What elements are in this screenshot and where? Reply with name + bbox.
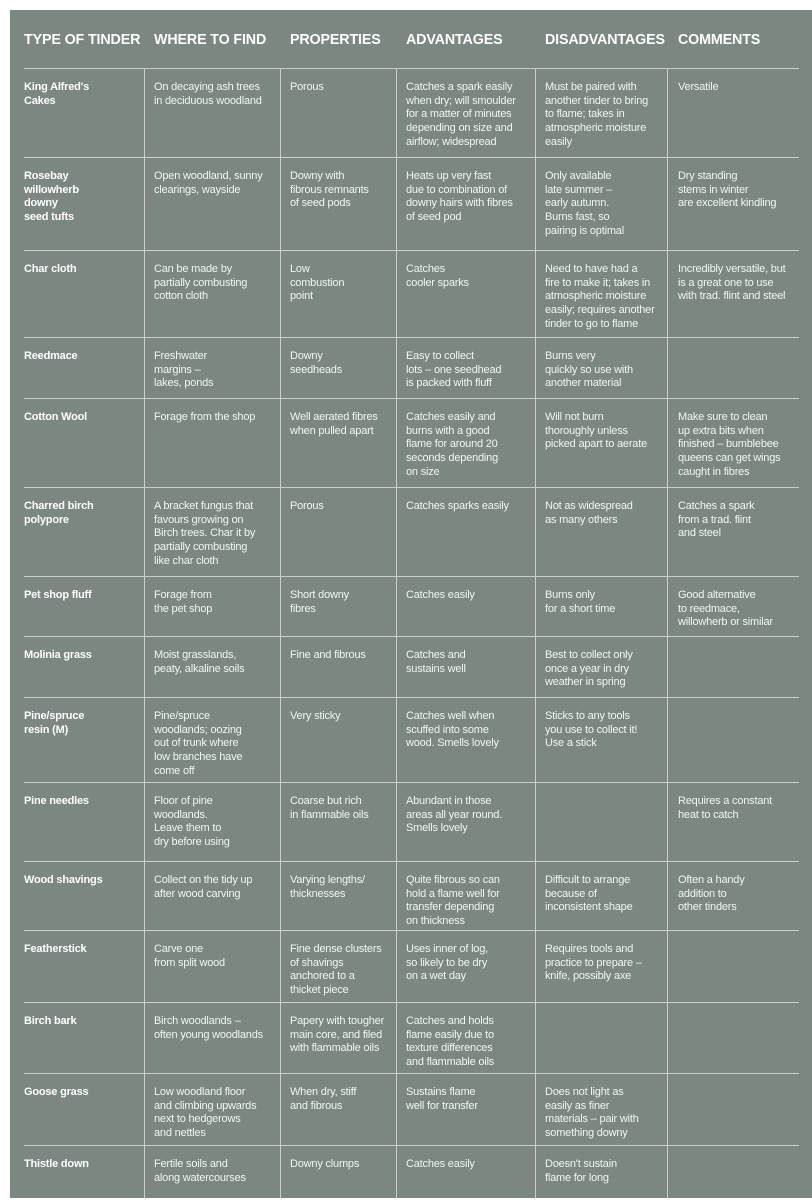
cell-tinder-name: Pine needles: [24, 795, 89, 807]
cell-advantages: Catches cooler sparks: [406, 263, 469, 289]
cell-tinder-name: Rosebay willowherb downy seed tufts: [24, 170, 79, 224]
cell-advantages: Catches a spark easily when dry; will smoulder for a matter of minutes depending on size and airflow; widespread: [406, 81, 516, 148]
cell-properties: When dry, stiff and fibrous: [290, 1086, 357, 1112]
row-divider: [24, 1073, 799, 1074]
cell-properties: Downy seedheads: [290, 350, 343, 376]
column-divider: [535, 68, 536, 1198]
cell-disadvantages: Will not burn thoroughly unless picked apart to aerate: [545, 411, 648, 451]
cell-properties: Fine dense clusters of shavings anchored to a thicket piece: [290, 943, 382, 997]
cell-comments: Requires a constant heat to catch: [678, 795, 773, 821]
header-type-of-tinder: TYPE OF TINDER: [24, 32, 141, 48]
cell-where-to-find: Carve one from split wood: [154, 943, 225, 969]
cell-properties: Downy clumps: [290, 1158, 360, 1170]
cell-properties: Fine and fibrous: [290, 649, 366, 661]
row-divider: [24, 930, 799, 931]
cell-tinder-name: Thistle down: [24, 1158, 89, 1170]
cell-advantages: Catches easily: [406, 589, 475, 601]
cell-tinder-name: Pine/spruce resin (M): [24, 710, 85, 736]
cell-disadvantages: Not as widespread as many others: [545, 500, 633, 526]
cell-advantages: Easy to collect lots – one seedhead is packed with fluff: [406, 350, 502, 390]
cell-where-to-find: Birch woodlands – often young woodlands: [154, 1015, 263, 1041]
cell-comments: Good alternative to reedmace, willowherb or similar: [678, 589, 773, 629]
cell-tinder-name: Reedmace: [24, 350, 78, 362]
column-divider: [396, 68, 397, 1198]
cell-tinder-name: Wood shavings: [24, 874, 103, 886]
cell-tinder-name: Pet shop fluff: [24, 589, 92, 601]
cell-disadvantages: Burns very quickly so use with another material: [545, 350, 633, 390]
row-divider: [24, 1145, 799, 1146]
cell-tinder-name: Char cloth: [24, 263, 77, 275]
row-divider: [24, 697, 799, 698]
cell-disadvantages: Difficult to arrange because of inconsistent shape: [545, 874, 633, 914]
header-disadvantages: DISADVANTAGES: [545, 32, 665, 48]
cell-where-to-find: Low woodland floor and climbing upwards next to hedgerows and nettles: [154, 1086, 257, 1140]
cell-tinder-name: King Alfred's Cakes: [24, 81, 90, 107]
cell-advantages: Catches and sustains well: [406, 649, 466, 675]
cell-tinder-name: Goose grass: [24, 1086, 89, 1098]
cell-properties: Porous: [290, 500, 324, 512]
cell-disadvantages: Requires tools and practice to prepare – knife, possibly axe: [545, 943, 642, 983]
row-divider: [24, 398, 799, 399]
row-divider: [24, 250, 799, 251]
cell-advantages: Catches well when scuffed into some wood. Smells lovely: [406, 710, 499, 750]
cell-comments: Often a handy addition to other tinders: [678, 874, 745, 914]
cell-properties: Papery with tougher main core, and filed with flammable oils: [290, 1015, 385, 1055]
cell-properties: Porous: [290, 81, 324, 93]
row-divider: [24, 487, 799, 488]
cell-where-to-find: A bracket fungus that favours growing on Birch trees. Char it by partially combusting like char cloth: [154, 500, 256, 567]
cell-where-to-find: Moist grasslands, peaty, alkaline soils: [154, 649, 245, 675]
cell-where-to-find: Forage from the pet shop: [154, 589, 213, 615]
cell-tinder-name: Featherstick: [24, 943, 87, 955]
cell-where-to-find: Collect on the tidy up after wood carving: [154, 874, 253, 900]
cell-properties: Low combustion point: [290, 263, 345, 303]
row-divider: [24, 782, 799, 783]
cell-where-to-find: Floor of pine woodlands. Leave them to dry before using: [154, 795, 230, 849]
cell-where-to-find: Fertile soils and along watercourses: [154, 1158, 246, 1184]
header-comments: COMMENTS: [678, 32, 761, 48]
column-divider: [144, 68, 145, 1198]
cell-tinder-name: Cotton Wool: [24, 411, 87, 423]
tinder-table: [10, 10, 812, 1198]
cell-where-to-find: Forage from the shop: [154, 411, 256, 423]
cell-properties: Well aerated fibres when pulled apart: [290, 411, 378, 437]
cell-advantages: Uses inner of log, so likely to be dry on a wet day: [406, 943, 488, 983]
cell-where-to-find: Pine/spruce woodlands; oozing out of trunk where low branches have come off: [154, 710, 243, 777]
cell-where-to-find: On decaying ash trees in deciduous woodland: [154, 81, 262, 107]
row-divider: [24, 337, 799, 338]
header-where-to-find: WHERE TO FIND: [154, 32, 267, 48]
cell-comments: Make sure to clean up extra bits when finished – bumblebee queens can get wings caught in fibres: [678, 411, 781, 478]
cell-advantages: Catches and holds flame easily due to texture differences and flammable oils: [406, 1015, 495, 1069]
cell-properties: Very sticky: [290, 710, 341, 722]
cell-disadvantages: Burns only for a short time: [545, 589, 616, 615]
cell-advantages: Catches sparks easily: [406, 500, 509, 512]
header-advantages: ADVANTAGES: [406, 32, 503, 48]
cell-tinder-name: Molinia grass: [24, 649, 92, 661]
row-divider: [24, 1002, 799, 1003]
cell-properties: Coarse but rich in flammable oils: [290, 795, 369, 821]
cell-disadvantages: Doesn't sustain flame for long: [545, 1158, 617, 1184]
cell-disadvantages: Only available late summer – early autumn. Burns fast, so pairing is optimal: [545, 170, 624, 237]
cell-comments: Dry standing stems in winter are excellent kindling: [678, 170, 777, 210]
cell-properties: Downy with fibrous remnants of seed pods: [290, 170, 369, 210]
cell-advantages: Catches easily and burns with a good flame for around 20 seconds depending on size: [406, 411, 499, 478]
cell-tinder-name: Birch bark: [24, 1015, 77, 1027]
row-divider: [24, 157, 799, 158]
cell-disadvantages: Does not light as easily as finer materials – pair with something downy: [545, 1086, 639, 1140]
column-divider: [667, 68, 668, 1198]
cell-properties: Short downy fibres: [290, 589, 349, 615]
row-divider: [24, 636, 799, 637]
cell-tinder-name: Charred birch polypore: [24, 500, 94, 526]
cell-disadvantages: Best to collect only once a year in dry weather in spring: [545, 649, 633, 689]
cell-advantages: Sustains flame well for transfer: [406, 1086, 478, 1112]
row-divider: [24, 68, 799, 69]
cell-properties: Varying lengths/ thicknesses: [290, 874, 365, 900]
row-divider: [24, 861, 799, 862]
cell-comments: Catches a spark from a trad. flint and steel: [678, 500, 755, 540]
cell-where-to-find: Open woodland, sunny clearings, wayside: [154, 170, 263, 196]
cell-advantages: Quite fibrous so can hold a flame well for transfer depending on thickness: [406, 874, 500, 928]
cell-comments: Incredibly versatile, but is a great one to use with trad. flint and steel: [678, 263, 786, 303]
cell-advantages: Abundant in those areas all year round. Smells lovely: [406, 795, 503, 835]
cell-disadvantages: Must be paired with another tinder to bring to flame; takes in atmospheric moisture easily: [545, 81, 649, 148]
column-divider: [280, 68, 281, 1198]
cell-disadvantages: Need to have had a fire to make it; takes in atmospheric moisture easily; requires another tinder to go to flame: [545, 263, 655, 330]
cell-where-to-find: Freshwater margins – lakes, ponds: [154, 350, 214, 390]
cell-advantages: Catches easily: [406, 1158, 475, 1170]
cell-advantages: Heats up very fast due to combination of downy hairs with fibres of seed pod: [406, 170, 513, 224]
header-properties: PROPERTIES: [290, 32, 381, 48]
cell-where-to-find: Can be made by partially combusting cotton cloth: [154, 263, 248, 303]
cell-comments: Versatile: [678, 81, 719, 93]
table-header: [10, 10, 812, 67]
cell-disadvantages: Sticks to any tools you use to collect it! Use a stick: [545, 710, 638, 750]
row-divider: [24, 576, 799, 577]
